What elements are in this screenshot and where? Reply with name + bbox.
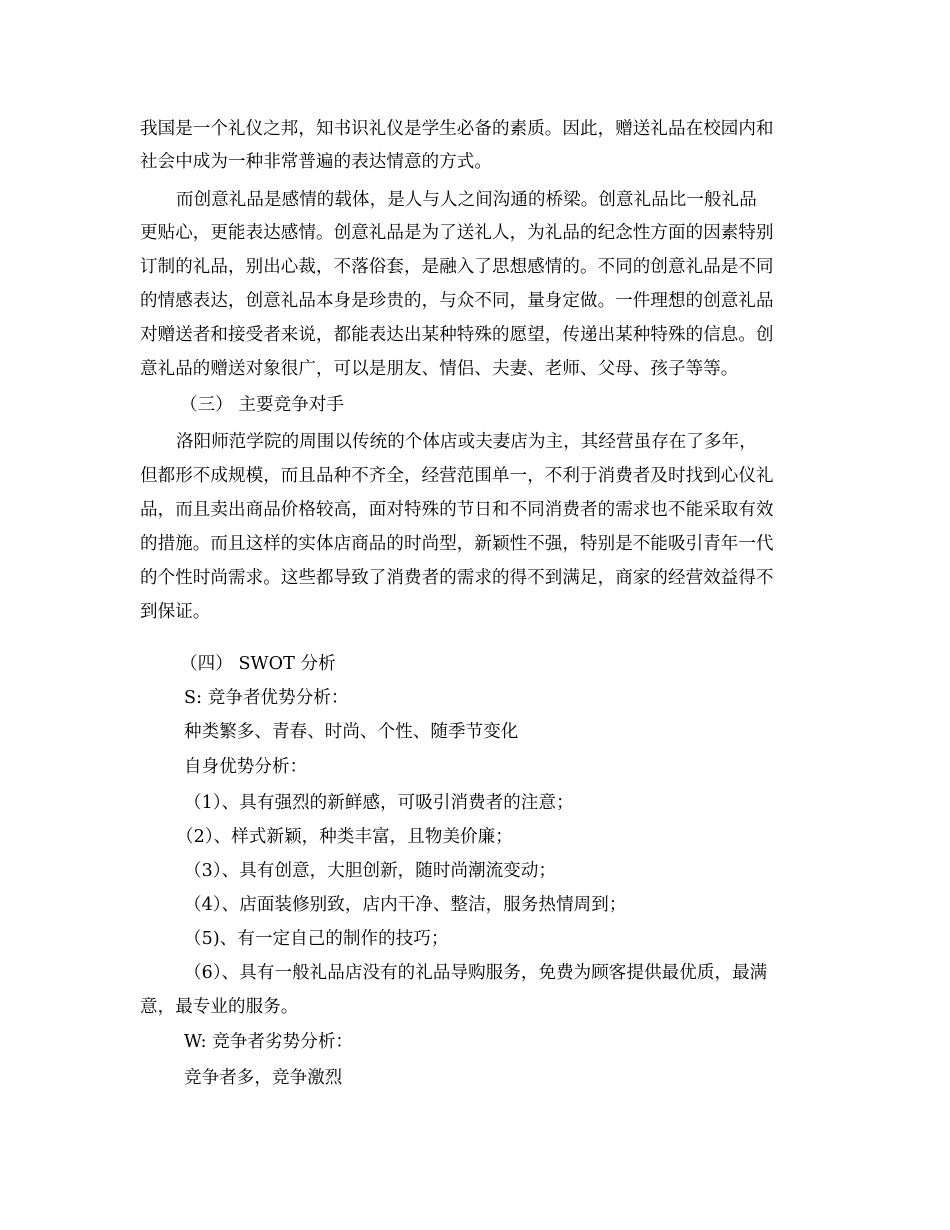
- paragraph-line-4: 更贴心，更能表达感情。创意礼品是为了送礼人，为礼品的纪念性方面的因素特别: [140, 223, 774, 243]
- section-heading-4: （四） SWOT 分析: [180, 654, 336, 674]
- paragraph-line-5: 订制的礼品，别出心裁，不落俗套，是融入了思想感情的。不同的创意礼品是不同: [140, 257, 774, 277]
- advantage-item-1: （1）、具有强烈的新鲜感，可吸引消费者的注意；: [184, 793, 574, 813]
- section-heading-3: （三） 主要竞争对手: [180, 395, 345, 415]
- paragraph-line-7: 对赠送者和接受者来说，都能表达出某种特殊的愿望，传递出某种特殊的信息。创: [140, 325, 774, 345]
- paragraph-line-9: 洛阳师范学院的周围以传统的个体店或夫妻店为主，其经营虽存在了多年，: [176, 432, 757, 452]
- self-advantage-heading: 自身优势分析：: [184, 757, 308, 777]
- paragraph-line-3: 而创意礼品是感情的载体，是人与人之间沟通的桥梁。创意礼品比一般礼品: [176, 190, 757, 210]
- paragraph-line-6: 的情感表达，创意礼品本身是珍贵的，与众不同，量身定做。一件理想的创意礼品: [140, 291, 774, 311]
- paragraph-line-1: 我国是一个礼仪之邦，知书识礼仪是学生必备的素质。因此，赠送礼品在校园内和: [140, 119, 774, 139]
- advantage-item-6-cont: 意，最专业的服务。: [140, 997, 299, 1017]
- swot-s-line: 种类繁多、青春、时尚、个性、随季节变化: [184, 722, 519, 742]
- advantage-item-3: （3）、具有创意，大胆创新，随时尚潮流变动；: [184, 861, 557, 881]
- advantage-item-6: （6）、具有一般礼品店没有的礼品导购服务，免费为顾客提供最优质，最满: [184, 963, 768, 983]
- swot-w-heading: W: 竞争者劣势分析：: [184, 1032, 354, 1052]
- paragraph-line-13: 的个性时尚需求。这些都导致了消费者的需求的得不到满足，商家的经营效益得不: [140, 568, 774, 588]
- advantage-item-2: （2）、样式新颖，种类丰富，且物美价廉；: [176, 827, 513, 847]
- advantage-item-5: （5)、有一定自己的制作的技巧；: [184, 929, 449, 949]
- paragraph-line-8: 意礼品的赠送对象很广，可以是朋友、情侣、夫妻、老师、父母、孩子等等。: [140, 359, 739, 379]
- swot-w-line: 竞争者多，竞争激烈: [184, 1068, 343, 1088]
- paragraph-line-10: 但都形不成规模，而且品种不齐全，经营范围单一，不利于消费者及时找到心仪礼: [140, 466, 774, 486]
- paragraph-line-2: 社会中成为一种非常普遍的表达情意的方式。: [140, 152, 492, 172]
- advantage-item-4: （4）、店面装修别致，店内干净、整洁，服务热情周到；: [184, 895, 627, 915]
- paragraph-line-11: 品，而且卖出商品价格较高，面对特殊的节日和不同消费者的需求也不能采取有效: [140, 500, 774, 520]
- swot-s-heading: S: 竞争者优势分析：: [184, 688, 349, 708]
- paragraph-line-12: 的措施。而且这样的实体店商品的时尚型，新颖性不强，特别是不能吸引青年一代: [140, 534, 774, 554]
- paragraph-line-14: 到保证。: [140, 602, 211, 622]
